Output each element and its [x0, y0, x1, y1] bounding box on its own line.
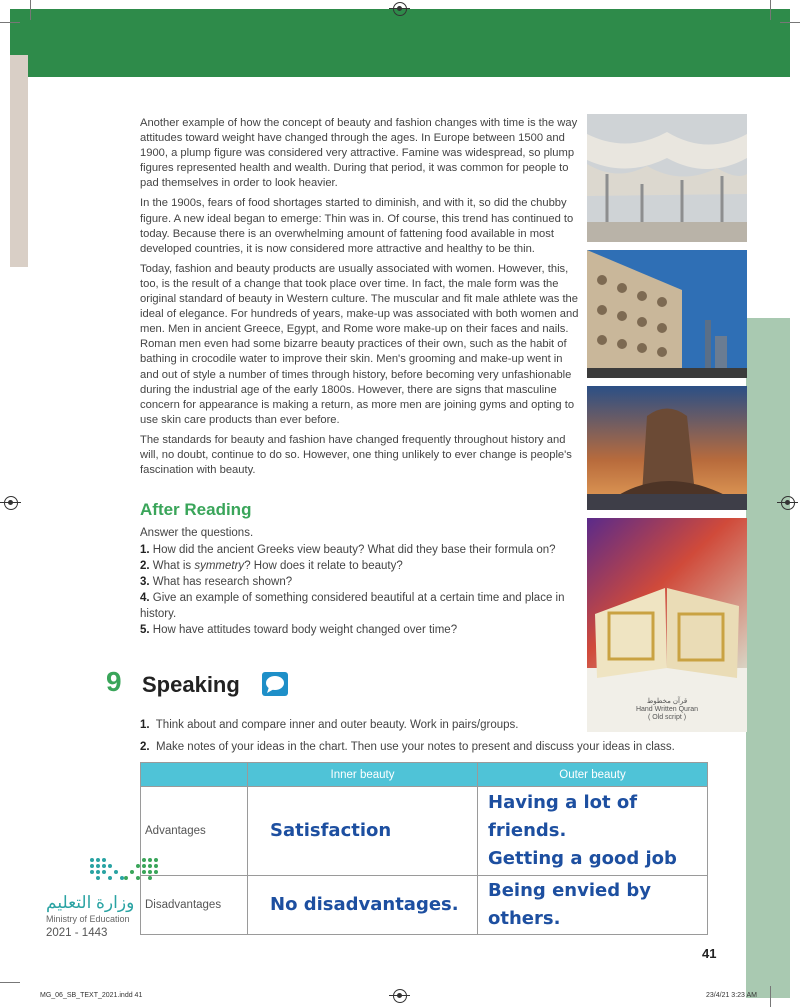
speech-bubble-icon — [261, 671, 289, 697]
photo-ithra-center — [587, 386, 747, 510]
task-number: 2. — [140, 741, 150, 753]
left-edge-strip — [10, 55, 28, 267]
handwritten-answer: Satisfaction — [270, 819, 392, 841]
after-reading-intro: Answer the questions. — [140, 527, 254, 539]
answer-cell[interactable] — [248, 787, 478, 876]
table-row — [141, 787, 708, 876]
ideas-chart-table — [140, 762, 708, 935]
photo-umbrellas — [587, 114, 747, 242]
task-text: Make notes of your ideas in the chart. Then use your notes to present and discuss your ideas in class. — [155, 741, 675, 753]
question-number: 3. — [140, 576, 150, 588]
question-number: 2. — [140, 560, 150, 572]
row-label: Disadvantages — [141, 875, 248, 934]
answer-cell[interactable] — [478, 875, 708, 934]
question-text: ? How does it relate to beauty? — [244, 560, 403, 572]
question-item — [140, 622, 580, 638]
section-title: Speaking — [142, 672, 240, 697]
crop-mark — [30, 0, 31, 20]
right-edge-strip — [746, 318, 790, 998]
question-number: 1. — [140, 544, 150, 556]
question-list — [140, 542, 580, 638]
registration-mark-icon — [393, 2, 407, 16]
photo-caption-sub: ( Old script ) — [647, 714, 687, 721]
question-text: How have attitudes toward body weight changed over time? — [152, 624, 458, 636]
registration-mark-icon — [781, 496, 795, 510]
photo-building-facade — [587, 250, 747, 378]
question-term: symmetry — [194, 560, 245, 572]
table-header-cell — [141, 763, 248, 787]
after-reading-heading: After Reading — [140, 500, 252, 519]
article-paragraph: Another example of how the concept of beauty and fashion changes with time is the way attitudes toward weight have changed through the ages. In Europe between 1500 and 1900, a plump figure was considered very attractive. Famine was widespread, so plump figures represented health and wealth. During that period, it was common for people to pad themselves in order to look heavier. — [140, 117, 578, 190]
print-slug-date: 23/4/21 3:23 AM — [706, 992, 757, 999]
task-list — [140, 714, 720, 758]
question-text: What is — [152, 560, 195, 572]
question-item — [140, 574, 580, 590]
logo-arabic-text: وزارة التعليم — [46, 893, 135, 912]
photo-caption-arabic: قرآن مخطوط — [646, 698, 688, 705]
task-number: 1. — [140, 719, 150, 731]
logo-english-text: Ministry of Education — [46, 914, 130, 924]
photo-manuscript-quran — [587, 518, 747, 732]
article-paragraph: Today, fashion and beauty products are usually associated with women. However, this, too, is the result of a change that took place over time. In fact, the male form was the original standard of beauty in Western culture. The muscular and fit male athlete was the ideal of elegance. For hundreds of years, make-up was associated with both women and men. Men in ancient Greece, Egypt, and Rome wore make-up on their faces and nails. Roman men even had some bizarre beauty practices of their own, such as the habit of bathing in crocodile water to improve their skin. Men's grooming and make-up went in and out of style a number of times through history, before becoming very unfashionable during the industrial age of the early 1800s. However, there are signs that masculine concern for appearance is making a return, as more men are joining gyms and opting to use skin care products than ever before. — [140, 262, 579, 426]
print-slug-file: MG_06_SB_TEXT_2021.indd 41 — [40, 992, 143, 999]
question-text: Give an example of something considered beautiful at a certain time and place in history. — [140, 592, 565, 620]
crop-mark — [770, 0, 771, 20]
row-label: Advantages — [141, 787, 248, 876]
photo-caption-english: Hand Written Quran — [635, 706, 699, 713]
article-paragraph: In the 1900s, fears of food shortages started to diminish, and with it, so did the chubby figure. A new ideal began to emerge: Thin was in. Of course, this trend has continued to today. Because there is an overwhelming amount of fattening food available in most developed countries, it is now considered more attractive and healthy to be thin. — [140, 197, 574, 255]
handwritten-answer: Being envied by — [488, 879, 651, 901]
article-body — [140, 116, 580, 483]
registration-mark-icon — [4, 496, 18, 510]
handwritten-answer: Getting a good job — [488, 847, 677, 869]
task-item — [140, 714, 720, 736]
logo-year: 2021 - 1443 — [46, 927, 108, 939]
section-number: 9 — [106, 666, 122, 697]
crop-mark — [0, 982, 20, 983]
crop-mark — [0, 22, 20, 23]
question-text: What has research shown? — [152, 576, 293, 588]
table-header-cell: Outer beauty — [478, 763, 708, 787]
table-header-cell: Inner beauty — [248, 763, 478, 787]
page-number: 41 — [702, 946, 717, 961]
task-item — [140, 736, 720, 758]
question-number: 5. — [140, 624, 150, 636]
crop-mark — [780, 22, 800, 23]
header-band — [10, 9, 790, 77]
crop-mark — [770, 986, 771, 1007]
registration-mark-icon — [393, 989, 407, 1003]
handwritten-answer: others. — [488, 907, 561, 929]
handwritten-answer: No disadvantages. — [270, 893, 459, 915]
table-row — [141, 875, 708, 934]
question-text: How did the ancient Greeks view beauty? What did they base their formula on? — [152, 544, 556, 556]
answer-cell[interactable] — [248, 875, 478, 934]
answer-cell[interactable] — [478, 787, 708, 876]
question-item — [140, 558, 580, 574]
question-number: 4. — [140, 592, 150, 604]
handwritten-answer: Having a lot of friends. — [488, 791, 638, 841]
task-text: Think about and compare inner and outer beauty. Work in pairs/groups. — [155, 719, 519, 731]
table-header-row — [141, 763, 708, 787]
article-paragraph: The standards for beauty and fashion have changed frequently throughout history and will, no doubt, continue to do so. However, one thing unlikely to ever change is people's fascination with beauty. — [140, 433, 572, 477]
question-item — [140, 590, 580, 622]
question-item — [140, 542, 580, 558]
